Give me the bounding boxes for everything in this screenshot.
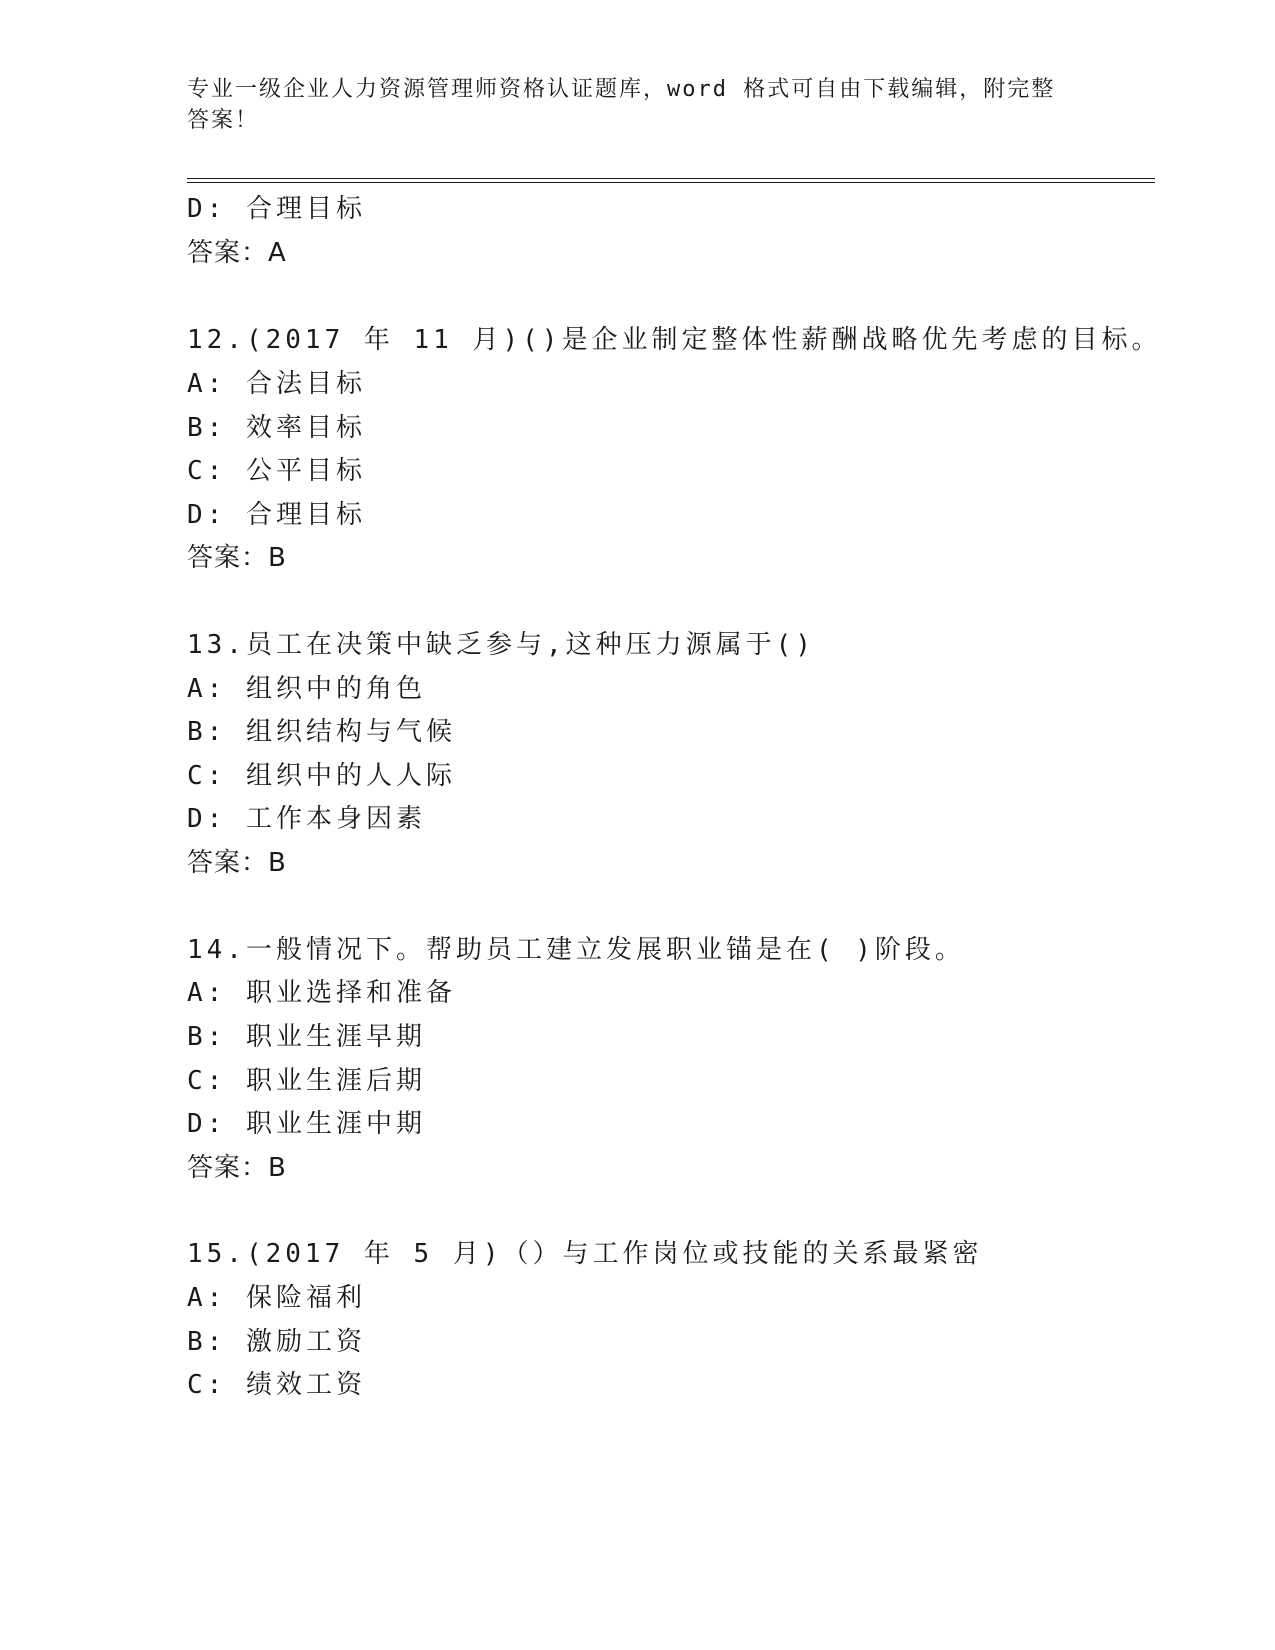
q12-option-c: C: 公平目标 bbox=[187, 456, 366, 486]
q13-option-c: C: 组织中的人人际 bbox=[187, 761, 456, 791]
q13-answer: 答案：B bbox=[187, 848, 287, 878]
q14-stem: 14.一般情况下。帮助员工建立发展职业锚是在( )阶段。 bbox=[187, 935, 965, 965]
q14-answer: 答案：B bbox=[187, 1153, 287, 1183]
header-divider-top bbox=[187, 178, 1155, 179]
q14-option-d: D: 职业生涯中期 bbox=[187, 1109, 426, 1139]
q15-option-c: C: 绩效工资 bbox=[187, 1370, 366, 1400]
q13-stem: 13.员工在决策中缺乏参与,这种压力源属于() bbox=[187, 630, 815, 660]
q12-option-d: D: 合理目标 bbox=[187, 500, 366, 530]
q14-option-b: B: 职业生涯早期 bbox=[187, 1022, 426, 1052]
q12-option-b: B: 效率目标 bbox=[187, 413, 366, 443]
header-line-2: 答案！ bbox=[187, 108, 260, 133]
q13-option-a: A: 组织中的角色 bbox=[187, 674, 426, 704]
document-header bbox=[187, 74, 1087, 136]
q15-option-a: A: 保险福利 bbox=[187, 1283, 366, 1313]
q12-option-a: A: 合法目标 bbox=[187, 369, 366, 399]
q15-stem: 15.(2017 年 5 月)（）与工作岗位或技能的关系最紧密 bbox=[187, 1239, 983, 1269]
q12-stem: 12.(2017 年 11 月)()是企业制定整体性薪酬战略优先考虑的目标。 bbox=[187, 325, 1162, 355]
header-divider-bottom bbox=[187, 182, 1155, 183]
q14-option-a: A: 职业选择和准备 bbox=[187, 978, 456, 1008]
q13-option-b: B: 组织结构与气候 bbox=[187, 717, 456, 747]
q11-option-d: D: 合理目标 bbox=[187, 194, 366, 224]
q11-answer: 答案：A bbox=[187, 238, 287, 268]
q14-option-c: C: 职业生涯后期 bbox=[187, 1066, 426, 1096]
q12-answer: 答案：B bbox=[187, 543, 287, 573]
header-line-1: 专业一级企业人力资源管理师资格认证题库，word 格式可自由下载编辑，附完整 bbox=[187, 77, 1056, 102]
q13-option-d: D: 工作本身因素 bbox=[187, 804, 426, 834]
q15-option-b: B: 激励工资 bbox=[187, 1327, 366, 1357]
